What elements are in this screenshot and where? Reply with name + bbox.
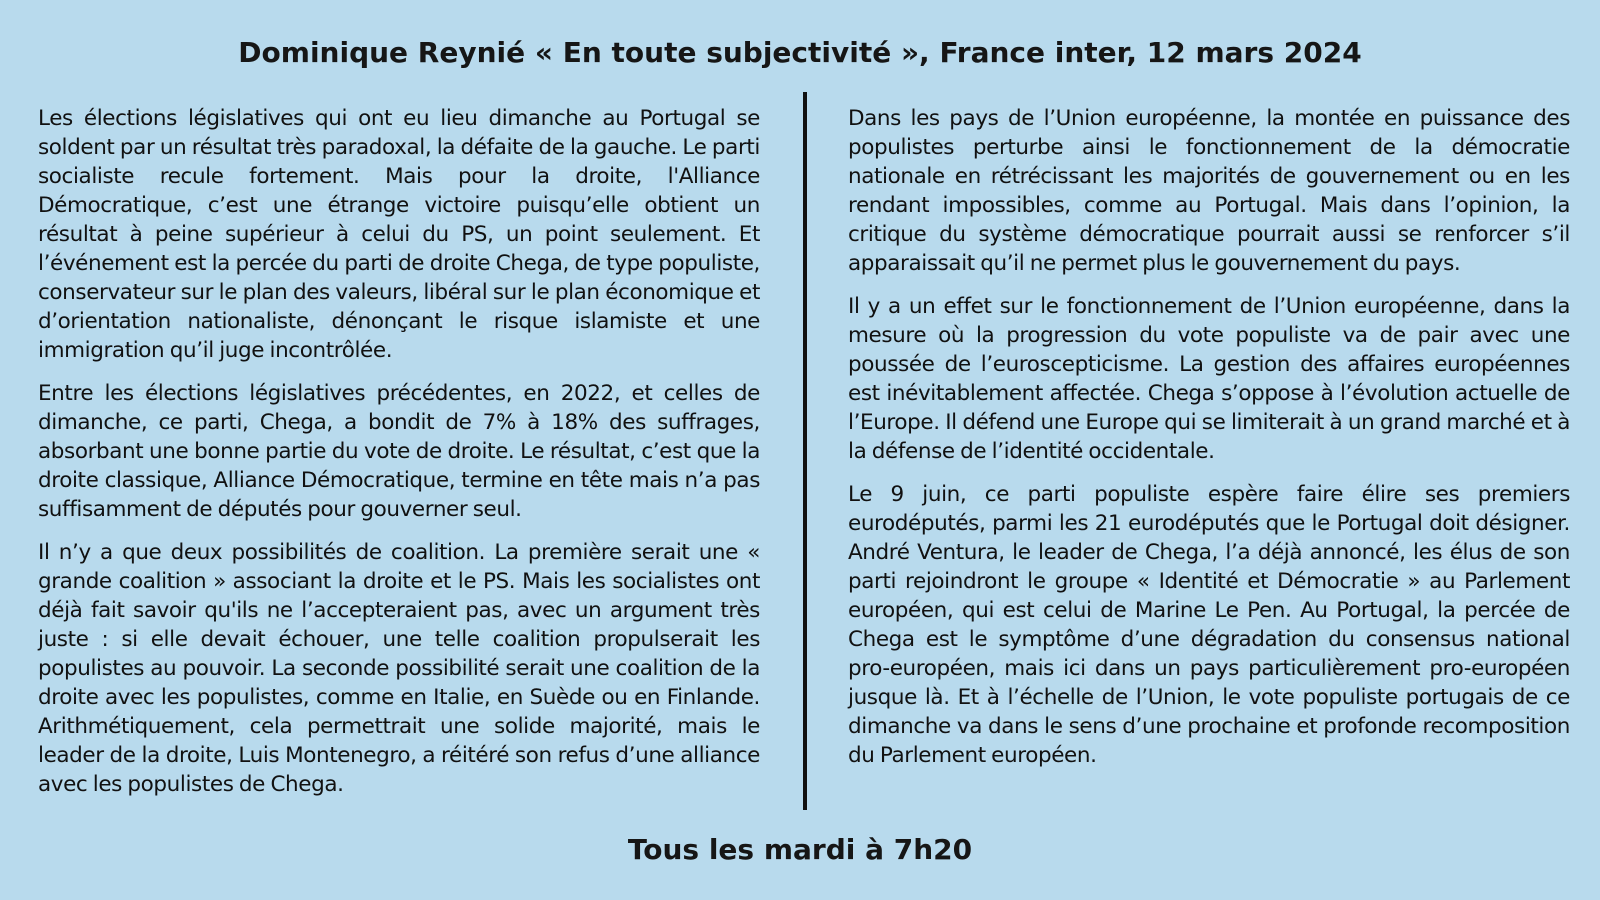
footer-schedule: Tous les mardi à 7h20: [627, 833, 973, 866]
paragraph: Dans les pays de l’Union européenne, la montée en puissance des populistes perturbe ainsi le fonctionnement de la démocratie nationale en rétrécissant les majorités de gouvernement ou en les rendant impossibles, comme au Portugal. Mais dans l’opinion, la critique du système démocratique pourrait aussi se renforcer s’il apparaissait qu’il ne permet plus le gouvernement du pays.: [848, 106, 1570, 276]
paragraph: Il y a un effet sur le fonctionnement de l’Union européenne, dans la mesure où la progression du vote populiste va de pair avec une poussée de l’euroscepticisme. La gestion des affaires européennes est inévitablement affectée. Chega s’oppose à l’évolution actuelle de l’Europe. Il défend une Europe qui se limiterait à un grand marché et à la défense de l’identité occidentale.: [848, 294, 1570, 464]
paragraph: Entre les élections législatives précédentes, en 2022, et celles de dimanche, ce parti, Chega, a bondit de 7% à 18% des suffrages, absorbant une bonne partie du vote de droite. Le résultat, c’est que la droite classique, Alliance Démocratique, termine en tête mais n’a pas suffisamment de députés pour gouverner seul.: [38, 381, 760, 522]
paragraph: Il n’y a que deux possibilités de coalition. La première serait une « grande coalition » associant la droite et le PS. Mais les socialistes ont déjà fait savoir qu'ils ne l’accepteraient pas, avec un argument très juste : si elle devait échouer, une telle coalition propulserait les populistes au pouvoir. La seconde possibilité serait une coalition de la droite avec les populistes, comme en Italie, en Suède ou en Finlande. Arithmétiquement, cela permettrait une solide majorité, mais le leader de la droite, Luis Montenegro, a réitéré son refus d’une alliance avec les populistes de Chega.: [38, 540, 760, 797]
paragraph: Le 9 juin, ce parti populiste espère faire élire ses premiers eurodéputés, parmi les 21 eurodéputés que le Portugal doit désigner. André Ventura, le leader de Chega, l’a déjà annoncé, les élus de son parti rejoindront le groupe « Identité et Démocratie » au Parlement européen, qui est celui de Marine Le Pen. Au Portugal, la percée de Chega est le symptôme d’une dégradation du consensus national pro-européen, mais ici dans un pays particulièrement pro-européen jusque là. Et à l’échelle de l’Union, le vote populiste portugais de ce dimanche va dans le sens d’une prochaine et profonde recomposition du Parlement européen.: [848, 482, 1570, 768]
right-column: [848, 104, 1570, 784]
page-title: Dominique Reynié « En toute subjectivité », France inter, 12 mars 2024: [238, 36, 1362, 69]
left-column: [38, 104, 760, 813]
article-columns: [38, 104, 1570, 810]
paragraph: Les élections législatives qui ont eu lieu dimanche au Portugal se soldent par un résultat très paradoxal, la défaite de la gauche. Le parti socialiste recule fortement. Mais pour la droite, l'Alliance Démocratique, c’est une étrange victoire puisqu’elle obtient un résultat à peine supérieur à celui du PS, un point seulement. Et l’événement est la percée du parti de droite Chega, de type populiste, conservateur sur le plan des valeurs, libéral sur le plan économique et d’orientation nationaliste, dénonçant le risque islamiste et une immigration qu’il juge incontrôlée.: [38, 106, 760, 363]
